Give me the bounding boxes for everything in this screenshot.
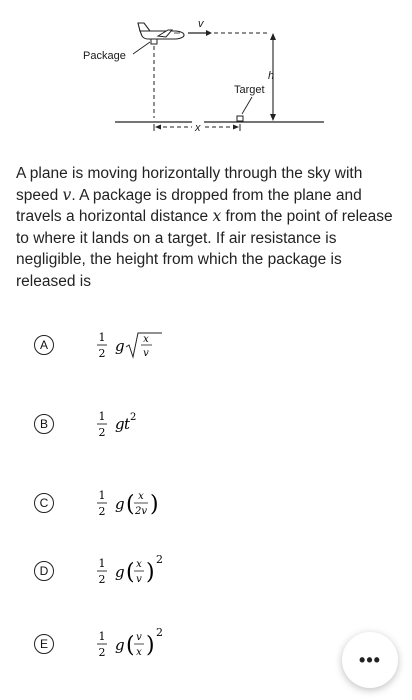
svg-text:2: 2 [98,505,106,518]
package-pointer [133,42,150,54]
target-pointer [242,97,252,114]
question-part-3: from the point of release to where it lands on a target. If air resistance is negligible, the height from which the package is released is [16,208,393,290]
svg-text:): ) [150,492,159,517]
choice-c[interactable] [34,485,334,525]
inner-num: x [143,334,149,345]
choice-b-letter[interactable]: B [34,414,54,434]
question-text [16,163,398,292]
choice-b[interactable] [34,406,334,446]
svg-text:x: x [138,491,144,502]
svg-text:): ) [146,633,155,658]
package-box [151,39,157,44]
svg-text:(: ( [126,492,135,517]
svg-text:2: 2 [98,573,106,586]
coef-den: 2 [98,347,106,360]
v-label: v [198,18,204,30]
svg-text:2: 2 [156,626,163,639]
svg-text:2: 2 [156,553,163,566]
question-var-v: v [62,185,72,204]
target-label: Target [234,84,265,96]
svg-text:2: 2 [98,426,106,439]
svg-text:1: 1 [98,489,106,502]
choice-a-letter[interactable]: A [34,335,54,355]
height-arrowhead-bottom [270,114,276,121]
choice-d-expression [96,553,216,593]
svg-text:g: g [115,636,125,654]
inner-den: v [143,348,149,359]
target-box [237,116,243,121]
question-part-1: A plane is moving horizontally through the sky with speed [16,165,363,204]
h-label: h [268,70,275,82]
projectile-diagram [0,0,412,150]
choice-b-expression [96,406,216,446]
svg-text:2v: 2v [134,506,148,517]
svg-text:x: x [136,559,142,570]
svg-text:1: 1 [98,410,106,423]
x-arrowhead-left [155,125,161,130]
question-part-2: . A package is dropped from the plane and travels a horizontal distance [16,186,362,225]
svg-text:v: v [136,574,142,585]
svg-text:2: 2 [130,412,137,423]
package-label: Package [83,50,126,62]
svg-text:v: v [136,632,142,643]
coef-num: 1 [98,331,106,344]
question-var-x: x [212,207,222,225]
choice-e-expression [96,626,216,666]
velocity-arrowhead [206,30,212,36]
g-symbol: g [115,337,125,355]
svg-text:t: t [124,415,131,433]
svg-text:): ) [146,560,155,585]
svg-text:2: 2 [98,646,106,659]
choice-e-letter[interactable]: E [34,634,54,654]
svg-text:g: g [115,563,125,581]
choice-d-letter[interactable]: D [34,561,54,581]
choice-c-letter[interactable]: C [34,493,54,513]
x-label: x [195,122,201,134]
more-options-button[interactable] [342,632,398,688]
height-arrowhead-top [270,33,276,40]
choice-a[interactable] [34,327,334,367]
more-options-icon: ••• [359,650,381,670]
x-arrowhead-right [233,125,239,130]
choice-d[interactable] [34,553,334,593]
svg-text:g: g [115,415,125,433]
plane-icon [138,23,184,39]
svg-text:(: ( [126,633,135,658]
svg-text:(: ( [126,560,135,585]
choice-a-expression [96,327,216,367]
svg-text:x: x [136,647,142,658]
svg-text:g: g [115,495,125,513]
svg-text:1: 1 [98,630,106,643]
svg-text:1: 1 [98,557,106,570]
choice-c-expression [96,485,216,525]
choice-e[interactable] [34,626,334,666]
